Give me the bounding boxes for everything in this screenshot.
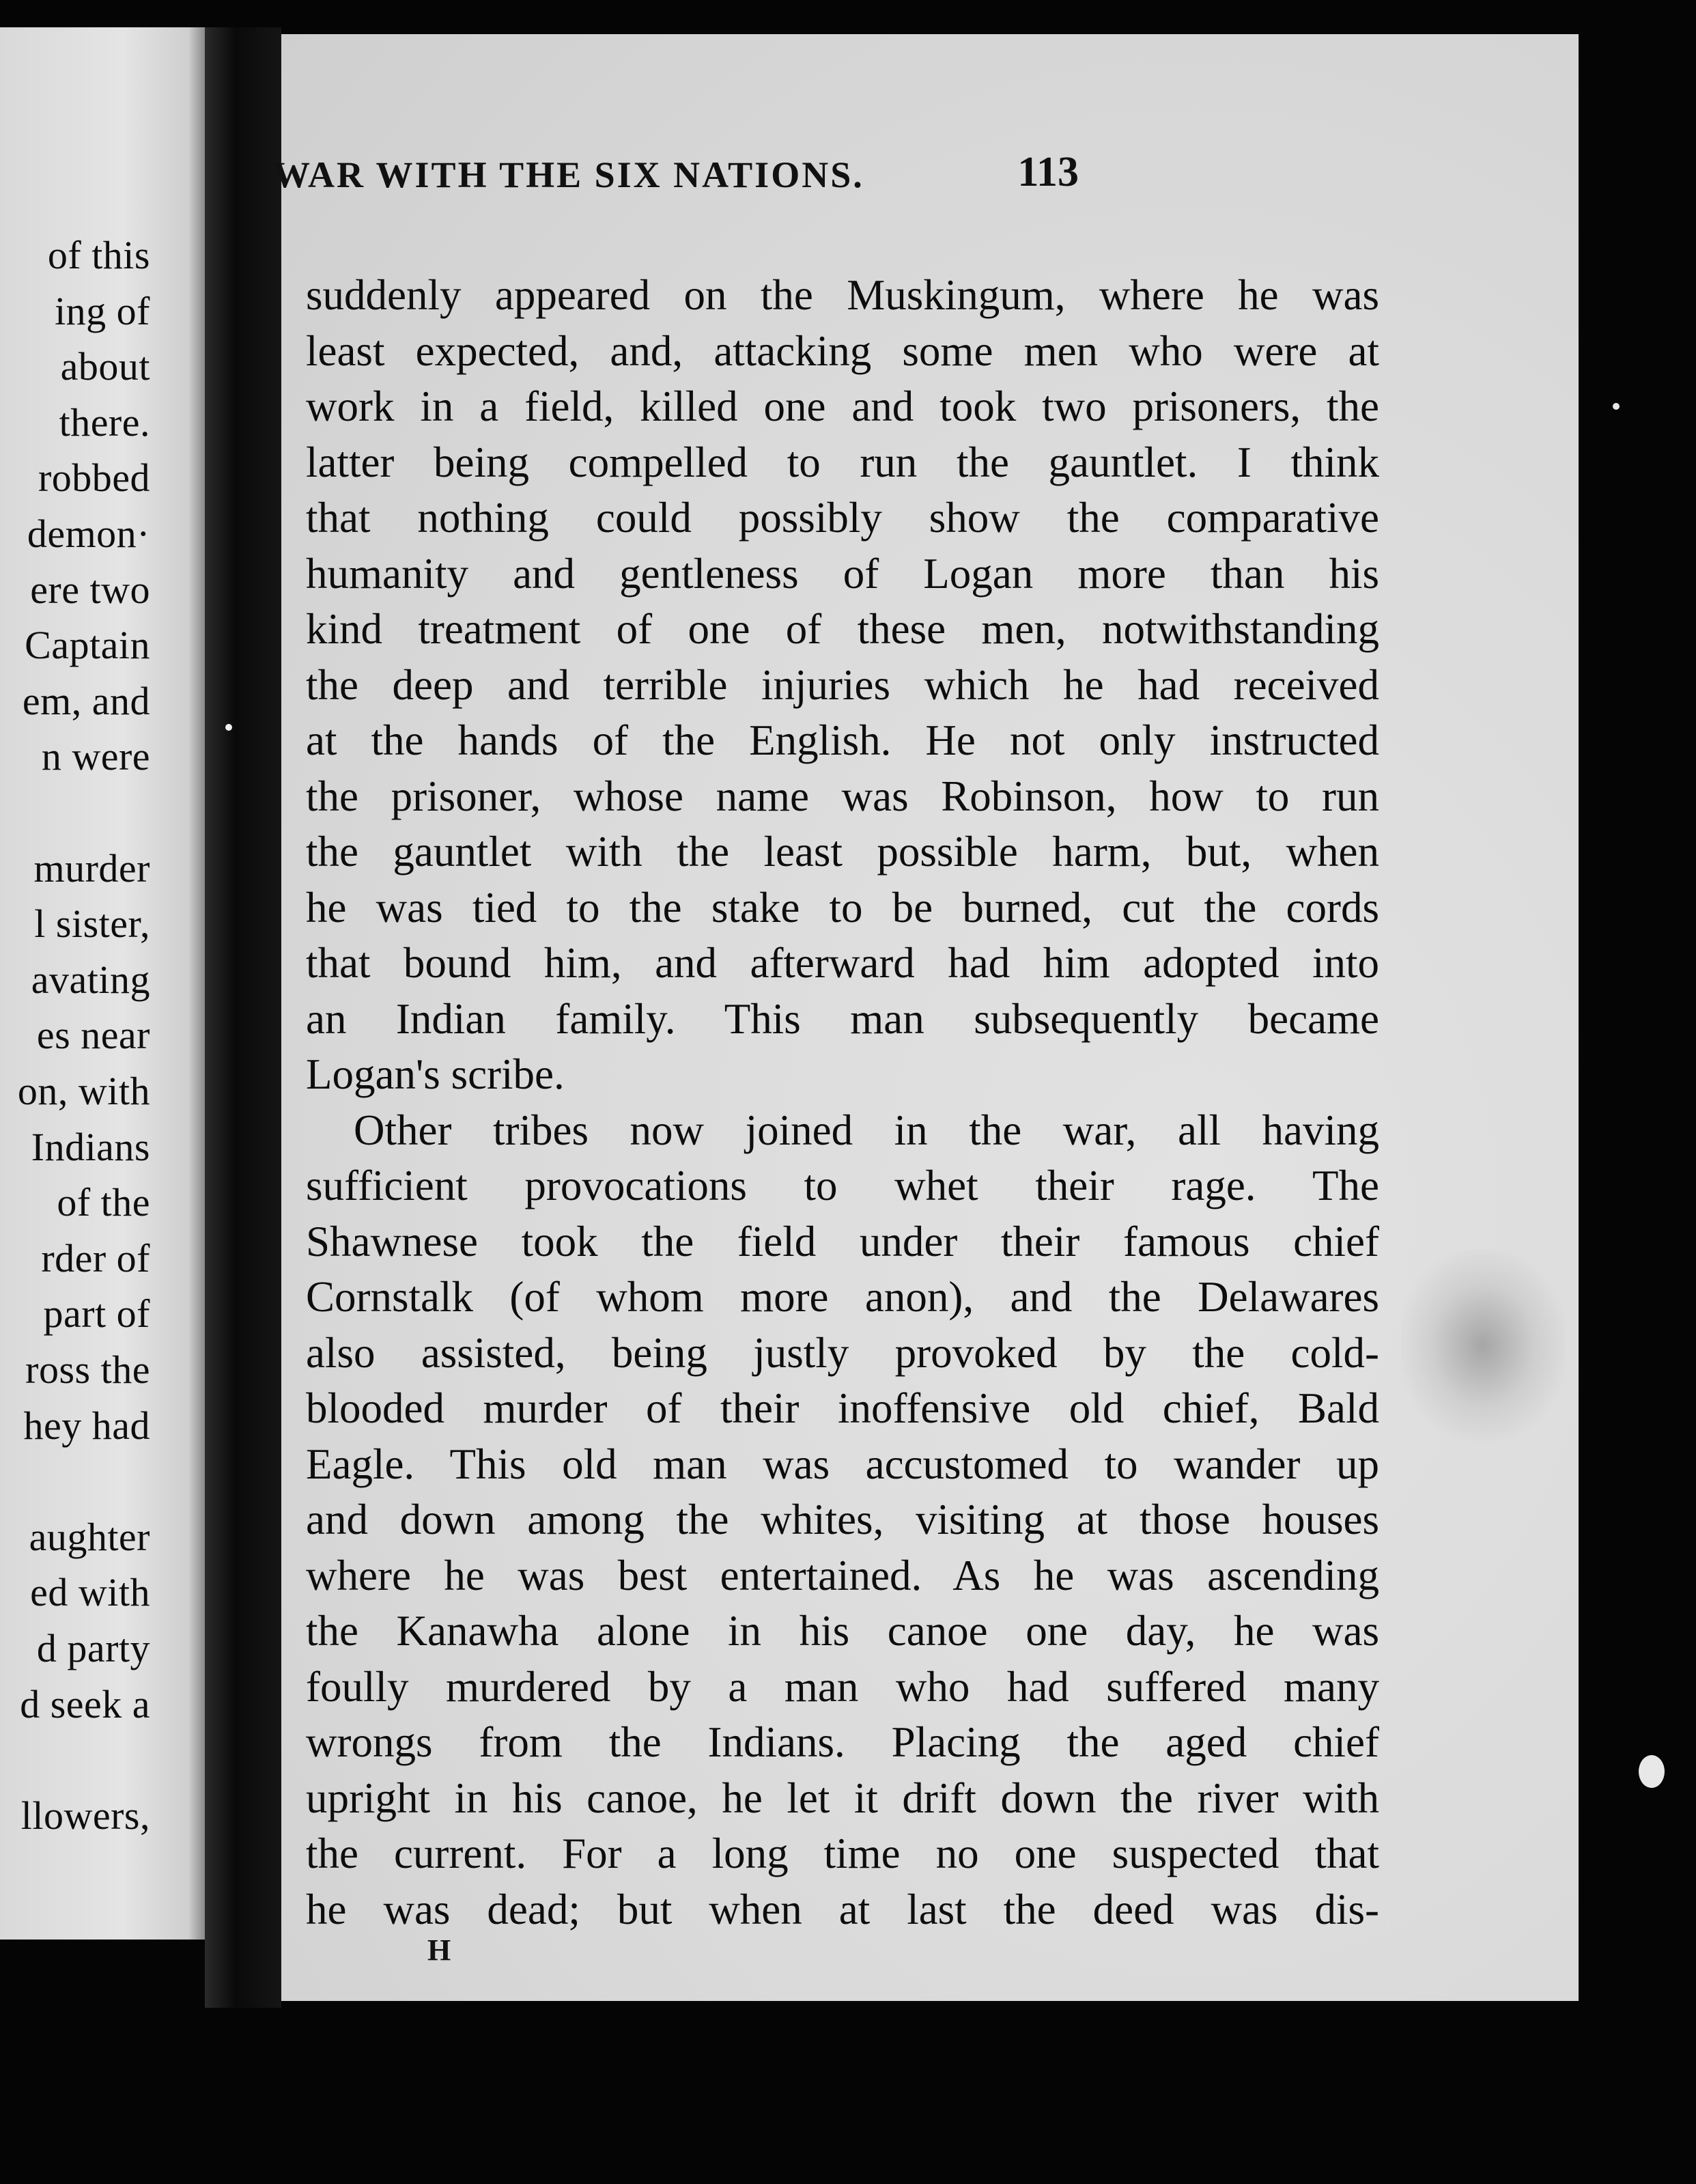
text-line: the gauntlet with the least possible harm, but, when <box>306 828 1379 876</box>
text-line: wrongs from the Indians. Placing the aged chief <box>306 1718 1379 1766</box>
text-line: upright in his canoe, he let it drift down the river with <box>306 1774 1379 1822</box>
text-line: he was tied to the stake to be burned, cut the cords <box>306 883 1379 932</box>
book-gutter <box>205 27 281 2008</box>
signature-mark: H <box>427 1933 451 1967</box>
left-page-line: l sister, <box>34 901 150 947</box>
text-line: latter being compelled to run the gauntlet. I think <box>306 438 1379 486</box>
left-page-line: ing of <box>55 288 150 333</box>
text-line: and down among the whites, visiting at those houses <box>306 1496 1379 1543</box>
text-line: work in a field, killed one and took two prisoners, the <box>306 382 1379 430</box>
left-page-line: ere two <box>30 567 150 612</box>
speck <box>1613 403 1620 410</box>
text-line: Logan's scribe. <box>306 1050 565 1098</box>
left-page-line: rder of <box>41 1235 150 1280</box>
left-page-line: of this <box>47 233 150 277</box>
left-page-line: murder <box>33 845 150 891</box>
left-page-line: on, with <box>17 1069 150 1113</box>
text-line: the Kanawha alone in his canoe one day, he was <box>306 1607 1379 1655</box>
text-line: blooded murder of their inoffensive old chief, Bald <box>306 1384 1379 1432</box>
text-line: Other tribes now joined in the war, all having <box>354 1106 1379 1154</box>
text-line: Eagle. This old man was accustomed to wander up <box>306 1440 1379 1488</box>
left-page-line: Captain <box>25 623 150 668</box>
text-line: sufficient provocations to whet their rage. The <box>306 1162 1379 1209</box>
left-page-line: ross the <box>25 1347 150 1392</box>
text-line: the prisoner, whose name was Robinson, how to run <box>306 772 1379 820</box>
left-page-line: avating <box>31 957 150 1002</box>
left-page-line: part of <box>43 1291 150 1336</box>
text-line: suddenly appeared on the Muskingum, where he was <box>306 271 1379 319</box>
running-head <box>273 149 1079 208</box>
left-page-line: about <box>60 344 150 389</box>
text-line: humanity and gentleness of Logan more than his <box>306 549 1379 598</box>
text-line: foully murdered by a man who had suffered many <box>306 1662 1379 1711</box>
text-line: that bound him, and afterward had him adopted into <box>306 939 1379 987</box>
left-page-line: Indians <box>31 1124 150 1169</box>
left-page-line: es near <box>36 1013 150 1058</box>
left-page-line: d party <box>36 1626 150 1670</box>
left-page-line: there. <box>59 400 150 445</box>
left-page-fragment <box>0 27 205 1940</box>
text-line: least expected, and, attacking some men who were at <box>306 326 1379 375</box>
left-page-line: hey had <box>23 1403 150 1448</box>
left-page-line: of the <box>57 1180 150 1225</box>
text-line: an Indian family. This man subsequently became <box>306 994 1379 1043</box>
left-page-line: d seek a <box>20 1681 150 1726</box>
left-page-line: n were <box>41 734 150 779</box>
text-line: Cornstalk (of whom more anon), and the Delawares <box>306 1273 1379 1321</box>
text-line: where he was best entertained. As he was ascending <box>306 1551 1379 1599</box>
text-line: at the hands of the English. He not only instructed <box>306 716 1379 764</box>
page-number: 113 <box>1017 149 1079 195</box>
text-line: the deep and terrible injuries which he had received <box>306 660 1379 709</box>
left-page-line: aughter <box>29 1514 150 1559</box>
left-page-line: ed with <box>30 1570 150 1615</box>
text-line: the current. For a long time no one suspected that <box>306 1830 1379 1877</box>
text-line: that nothing could possibly show the comparative <box>306 494 1379 542</box>
running-head-title: WAR WITH THE SIX NATIONS. <box>273 154 864 195</box>
speck <box>225 724 232 731</box>
text-line: he was dead; but when at last the deed was dis- <box>306 1885 1379 1933</box>
text-line: Shawnese took the field under their famous chief <box>306 1217 1379 1265</box>
body-text <box>306 268 1379 1937</box>
speck <box>1639 1755 1665 1788</box>
text-line: also assisted, being justly provoked by the cold- <box>306 1328 1379 1377</box>
stain-mark <box>1401 1250 1565 1441</box>
left-page-line: robbed <box>38 456 150 501</box>
left-page-line: llowers, <box>20 1793 150 1838</box>
left-page-line: em, and <box>22 678 150 723</box>
text-line: kind treatment of one of these men, notwithstanding <box>306 605 1379 653</box>
left-page-line: demon· <box>27 512 150 556</box>
